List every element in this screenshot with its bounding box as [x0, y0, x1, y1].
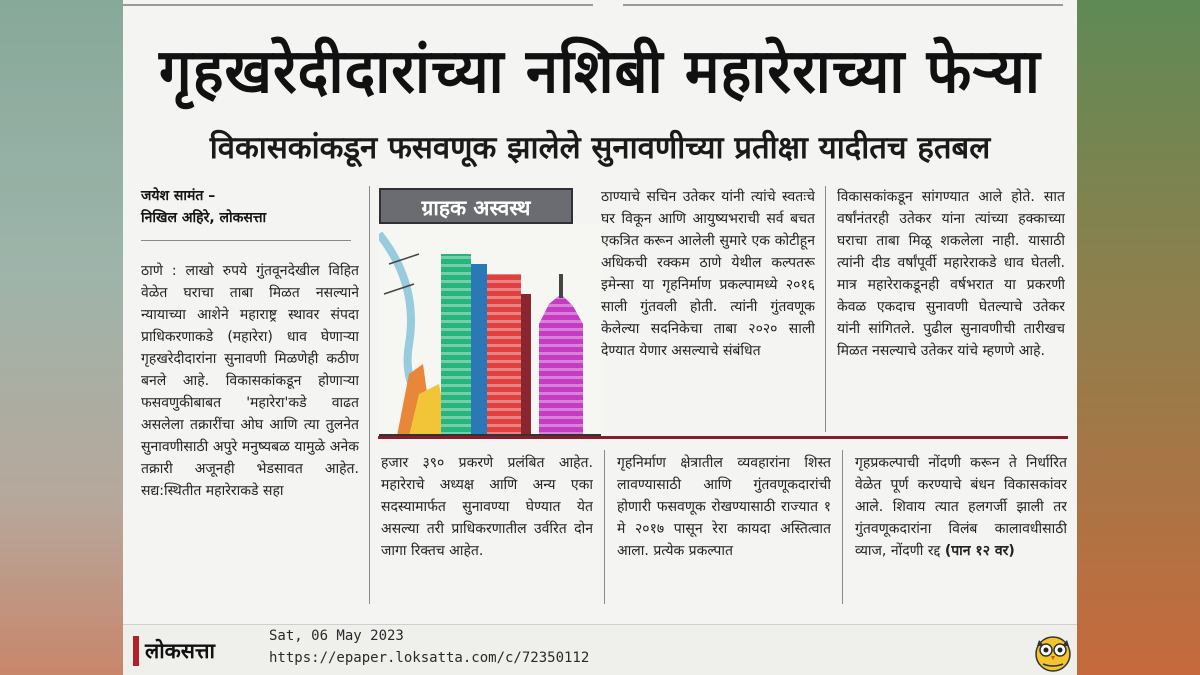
headline: गृहखरेदीदारांच्या नशिबी महारेराच्या फेऱ्या	[159, 35, 1041, 107]
column-6-text: गृहप्रकल्पाची नोंदणी करून ते निर्धारित वेळेत पूर्ण करण्याचे बंधन विकासकांवर आले. शिवाय त्यात हलगर्जी झाली तर गुंतवणूकदारांना विलंब कालावधीसाठी व्याज, नोंदणी रद्द	[855, 455, 1067, 559]
column-3: विकासकांकडून सांगण्यात आले होते. सात वर्षांनंतरही उतेकर यांना त्यांच्या हक्काच्या घराचा ताबा मिळू शकलेला नाही. यासाठी त्यांनी दीड वर्षांपूर्वी महारेराकडे धाव घेतली. मात्र महारेराकडूनही वर्षभरात या प्रकरणी केवळ एकदाच सुनावणी घेतल्याचे उतेकर यांनी सांगितले. पुढील सुनावणीची तारीखच मिळत नसल्याचे उतेकर यांचे म्हणणे आहे.	[837, 189, 1065, 359]
kicker-box: ग्राहक अस्वस्थ	[379, 188, 573, 224]
byline	[141, 185, 351, 229]
footer-bar	[123, 624, 1077, 675]
byline-rule	[141, 240, 351, 241]
column-divider-2	[825, 186, 826, 432]
column-1: ठाणे : लाखो रुपये गुंतवूनदेखील विहित वेळेत घराचा ताबा मिळत नसल्याने न्यायाच्या आशेने महाराष्ट्र स्थावर संपदा प्राधिकरणाकडे (महारेरा) धाव घेणाऱ्या गृहखरेदीदारांना सुनावणी मिळणेही कठीण बनले आहे. विकासकांकडून होणाऱ्या फसवणुकीबाबत 'महारेरा'कडे वाढत असलेला तक्रारींचा ओघ आणि त्या तुलनेत सुनावणीसाठी अपुरे मनुष्यबळ यामुळे अनेक तक्रारी अजूनही भेडसावत आहेत. सद्य:स्थितीत महारेराकडे सहा	[141, 263, 359, 499]
buildings-illustration	[379, 224, 601, 436]
top-rules	[123, 0, 1077, 10]
column-6	[855, 452, 1067, 602]
byline-line-2: निखिल अहिरे, लोकसत्ता	[141, 210, 267, 226]
jump-reference: (पान १२ वर)	[944, 543, 1015, 559]
owl-icon	[1033, 630, 1073, 672]
background-left	[0, 0, 123, 675]
column-divider-1	[369, 186, 370, 604]
column-2: ठाण्याचे सचिन उतेकर यांनी त्यांचे स्वतःचे घर विकून आणि आयुष्यभराची सर्व बचत एकत्रित करून आलेली सुमारे एक कोटीहून अधिकची रक्कम ठाणे येथील कल्पतरू इमेन्सा या गृहनिर्माण प्रकल्पामध्ये २०१६ साली गुंतवली होती. त्यांनी गुंतवणूक केलेल्या सदनिकेचा ताबा २०२० साली देण्यात येणार असल्याचे संबंधित	[601, 189, 815, 359]
column-divider-4	[842, 450, 843, 604]
background-right	[1077, 0, 1200, 675]
epaper-url[interactable]: https://epaper.loksatta.com/c/72350112	[269, 650, 590, 666]
column-4: हजार ३९० प्रकरणे प्रलंबित आहेत. महारेराचे अध्यक्ष आणि अन्य एका सदस्यामार्फत सुनावण्या घेण्यात येत असल्या तरी प्राधिकरणातील उर्वरित दोन जागा रिक्तच आहेत.	[381, 455, 593, 559]
column-5: गृहनिर्माण क्षेत्रातील व्यवहारांना शिस्त लावण्यासाठी आणि गुंतवणूकदारांची होणारी फसवणूक रोखण्यासाठी राज्यात १ मे २०१७ पासून रेरा कायदा अस्तित्वात आला. प्रत्येक प्रकल्पात	[617, 455, 831, 559]
newspaper-page	[123, 0, 1077, 675]
column-divider-3	[604, 450, 605, 604]
loksatta-logo[interactable]: लोकसत्ता	[133, 636, 221, 666]
section-rule	[378, 436, 1068, 439]
byline-line-1: जयेश सामंत –	[141, 188, 216, 204]
subheadline: विकासकांकडून फसवणूक झालेले सुनावणीच्या प्रतीक्षा यादीतच हतबल	[209, 130, 991, 166]
publication-date: Sat, 06 May 2023	[269, 628, 404, 644]
